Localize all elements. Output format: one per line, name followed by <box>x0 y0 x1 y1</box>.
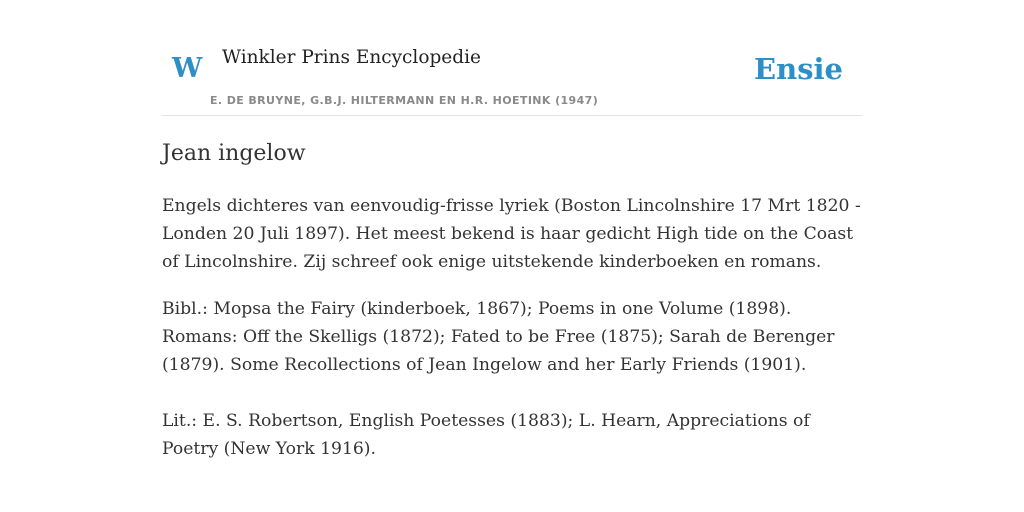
site-title[interactable]: Winkler Prins Encyclopedie <box>222 47 481 68</box>
article-paragraph: Engels dichteres van eenvoudig-frisse lyriek (Boston Lincolnshire 17 Mrt 1820 - Londen 20 Juli 1897). Het meest bekend is haar gedicht High tide on the Coast of Lincolnshire. Zij schreef ook enige uitstekende kinderboeken en romans. <box>162 196 861 272</box>
bibliography-paragraph: Bibl.: Mopsa the Fairy (kinderboek, 1867); Poems in one Volume (1898). Romans: Off the Skelligs (1872); Fated to be Free (1875); Sarah de Berenger (1879). Some Recollections of Jean Ingelow and her Early Friends (1901). <box>162 299 835 375</box>
literature-paragraph: Lit.: E. S. Robertson, English Poetesses (1883); L. Hearn, Appreciations of Poetry (New York 1916). <box>162 411 810 459</box>
encyclopedia-logo[interactable]: W <box>172 53 203 84</box>
authors-credit: E. DE BRUYNE, G.B.J. HILTERMANN EN H.R. HOETINK (1947) <box>210 94 599 107</box>
header-divider <box>162 115 862 116</box>
ensie-brand-logo[interactable]: Ensie <box>754 52 843 86</box>
article-title: Jean ingelow <box>162 141 306 166</box>
